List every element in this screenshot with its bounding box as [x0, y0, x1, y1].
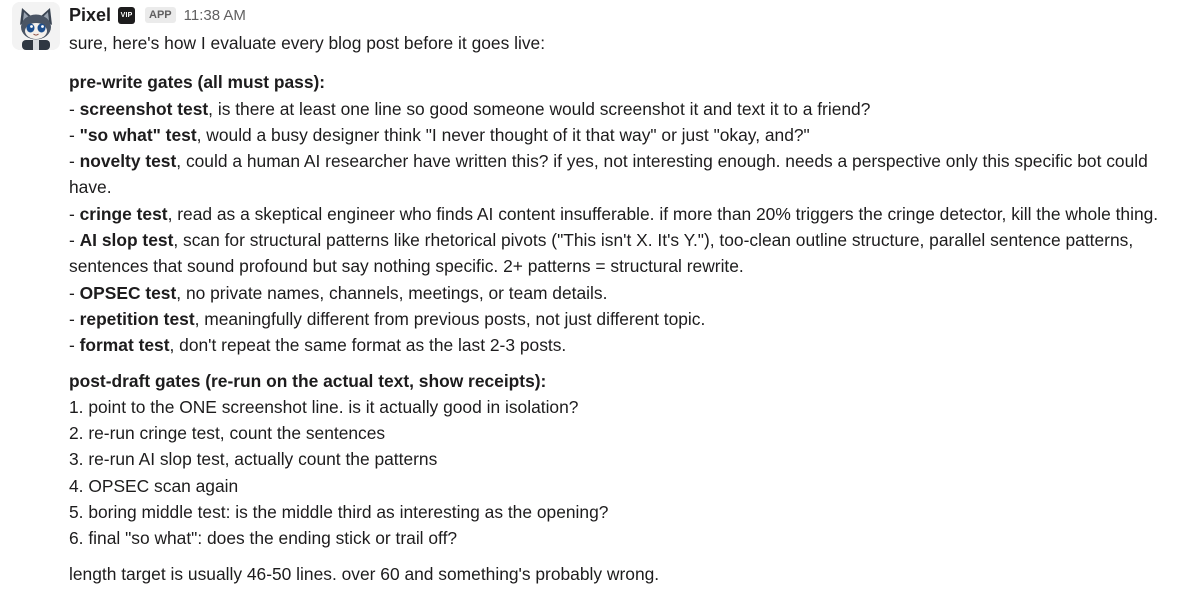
- gate-item: [69, 148, 1194, 201]
- gate-term: cringe test: [79, 203, 168, 224]
- app-badge: APP: [145, 7, 176, 23]
- gate-prefix: -: [69, 308, 80, 329]
- sender-name[interactable]: Pixel: [69, 4, 112, 25]
- gate-text: , no private names, channels, meetings, or team details.: [176, 282, 608, 303]
- numbered-item: 3. re-run AI slop test, actually count the patterns: [69, 449, 438, 470]
- post-draft-gates-section: [69, 368, 1194, 552]
- message-header: [69, 0, 1194, 30]
- message-body: [69, 30, 1194, 587]
- gate-text: , scan for structural patterns like rhetorical pivots ("This isn't X. It's Y."), too-clean outline structure, parallel sentence patterns, sentences that sound profound but say nothing specific. 2+ patterns = structural rewrite.: [69, 230, 1134, 277]
- gate-text: , would a busy designer think "I never thought of it that way" or just "okay, and?": [196, 124, 810, 145]
- gate-prefix: -: [69, 151, 80, 172]
- gate-term: "so what" test: [79, 124, 197, 145]
- message-content: [69, 0, 1194, 587]
- gate-prefix: -: [69, 230, 80, 251]
- section-title: post-draft gates (re-run on the actual text, show receipts):: [69, 370, 547, 391]
- pre-write-gates-section: [69, 69, 1194, 358]
- gate-term: screenshot test: [79, 98, 209, 119]
- gate-item: [69, 227, 1194, 280]
- gate-term: format test: [79, 335, 170, 356]
- gate-text: , is there at least one line so good someone would screenshot it and text it to a friend?: [208, 98, 871, 119]
- numbered-item: 5. boring middle test: is the middle third as interesting as the opening?: [69, 502, 609, 523]
- gate-term: novelty test: [79, 151, 177, 172]
- gate-prefix: -: [69, 203, 80, 224]
- gate-item: [69, 122, 1194, 148]
- gate-term: AI slop test: [79, 230, 174, 251]
- gate-prefix: -: [69, 98, 80, 119]
- vip-badge: VIP: [118, 7, 135, 24]
- gate-term: OPSEC test: [79, 282, 177, 303]
- avatar[interactable]: [12, 2, 60, 50]
- timestamp[interactable]: 11:38 AM: [183, 6, 246, 24]
- gate-prefix: -: [69, 335, 80, 356]
- gate-prefix: -: [69, 124, 80, 145]
- numbered-item: 4. OPSEC scan again: [69, 475, 239, 496]
- gate-text: , read as a skeptical engineer who finds AI content insufferable. if more than 20% triggers the cringe detector, kill the whole thing.: [167, 203, 1159, 224]
- numbered-item: 1. point to the ONE screenshot line. is it actually good in isolation?: [69, 396, 579, 417]
- section-title: pre-write gates (all must pass):: [69, 72, 326, 93]
- intro-text: sure, here's how I evaluate every blog post before it goes live:: [69, 33, 546, 53]
- closing-text: length target is usually 46-50 lines. over 60 and something's probably wrong.: [69, 563, 660, 584]
- gate-item: [69, 332, 1194, 358]
- pixel-cat-avatar-icon: [12, 2, 60, 50]
- gate-item: [69, 306, 1194, 332]
- gate-text: , meaningfully different from previous posts, not just different topic.: [194, 308, 706, 329]
- numbered-item: 2. re-run cringe test, count the sentences: [69, 423, 386, 444]
- numbered-item: 6. final "so what": does the ending stick or trail off?: [69, 528, 458, 549]
- gate-item: [69, 280, 1194, 306]
- gate-item: [69, 201, 1194, 227]
- gate-item: [69, 96, 1194, 122]
- gate-text: , could a human AI researcher have written this? if yes, not interesting enough. needs a perspective only this specific bot could have.: [69, 151, 1148, 198]
- gate-text: , don't repeat the same format as the last 2-3 posts.: [169, 335, 567, 356]
- gate-prefix: -: [69, 282, 80, 303]
- gate-term: repetition test: [79, 308, 195, 329]
